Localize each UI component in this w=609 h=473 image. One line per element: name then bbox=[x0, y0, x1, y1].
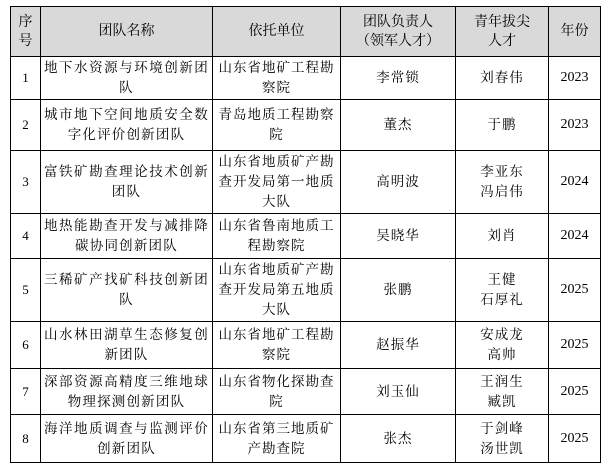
row-index: 5 bbox=[11, 259, 41, 322]
row-talent: 刘春伟 bbox=[480, 70, 524, 86]
table-row bbox=[11, 259, 601, 322]
row-leader: 刘玉仙 bbox=[341, 369, 456, 415]
header-leader bbox=[341, 7, 456, 57]
row-team: 山水林田湖草生态修复创新团队 bbox=[41, 322, 213, 369]
row-talents bbox=[456, 369, 549, 415]
row-year: 2023 bbox=[549, 57, 601, 100]
row-talents bbox=[456, 259, 549, 322]
row-index: 1 bbox=[11, 57, 41, 100]
header-team: 团队名称 bbox=[41, 7, 213, 57]
header-talent-line2: 人才 bbox=[488, 32, 516, 49]
row-talent: 石厚礼 bbox=[480, 292, 524, 308]
row-year: 2025 bbox=[549, 322, 601, 369]
row-index: 2 bbox=[11, 100, 41, 151]
row-unit: 山东省地质矿产勘查开发局第五地质大队 bbox=[213, 259, 341, 322]
header-index bbox=[11, 7, 41, 57]
table-row bbox=[11, 322, 601, 369]
row-year: 2024 bbox=[549, 214, 601, 259]
row-unit: 山东省物化探勘查院 bbox=[213, 369, 341, 415]
row-leader: 吴晓华 bbox=[341, 214, 456, 259]
row-leader: 张杰 bbox=[341, 415, 456, 463]
row-talents bbox=[456, 322, 549, 369]
row-talent: 于剑峰 bbox=[480, 420, 524, 437]
row-leader: 赵振华 bbox=[341, 322, 456, 369]
row-leader: 张鹏 bbox=[341, 259, 456, 322]
row-unit: 青岛地质工程勘察院 bbox=[213, 100, 341, 151]
row-team: 城市地下空间地质安全数字化评价创新团队 bbox=[41, 100, 213, 151]
row-team: 三稀矿产找矿科技创新团队 bbox=[41, 259, 213, 322]
row-unit: 山东省地质矿产勘查开发局第一地质大队 bbox=[213, 151, 341, 214]
table-row bbox=[11, 57, 601, 100]
table-row bbox=[11, 214, 601, 259]
row-talent: 王润生 bbox=[480, 373, 524, 390]
row-talents bbox=[456, 151, 549, 214]
row-leader: 李常锁 bbox=[341, 57, 456, 100]
row-talent: 王健 bbox=[487, 272, 517, 288]
row-index: 6 bbox=[11, 322, 41, 369]
row-year: 2025 bbox=[549, 415, 601, 463]
row-index: 3 bbox=[11, 151, 41, 214]
row-talent: 于鹏 bbox=[487, 117, 517, 133]
row-team: 海洋地质调查与监测评价创新团队 bbox=[41, 415, 213, 463]
row-team: 深部资源高精度三维地球物理探测创新团队 bbox=[41, 369, 213, 415]
row-index: 8 bbox=[11, 415, 41, 463]
row-index: 4 bbox=[11, 214, 41, 259]
row-talent: 汤世凯 bbox=[480, 440, 524, 457]
table-row bbox=[11, 415, 601, 463]
row-leader: 高明波 bbox=[341, 151, 456, 214]
header-year: 年份 bbox=[549, 7, 601, 57]
row-team: 地下水资源与环境创新团队 bbox=[41, 57, 213, 100]
table-row bbox=[11, 369, 601, 415]
row-talents bbox=[456, 100, 549, 151]
row-talents bbox=[456, 214, 549, 259]
row-talents bbox=[456, 57, 549, 100]
row-year: 2024 bbox=[549, 151, 601, 214]
table-body bbox=[11, 57, 601, 463]
row-talent: 刘肖 bbox=[487, 228, 517, 244]
innovation-team-table bbox=[10, 6, 601, 463]
row-unit: 山东省地矿工程勘察院 bbox=[213, 322, 341, 369]
header-talent-line1: 青年拔尖 bbox=[474, 13, 530, 30]
table-row bbox=[11, 151, 601, 214]
row-unit: 山东省第三地质矿产勘查院 bbox=[213, 415, 341, 463]
row-talent: 李亚东 bbox=[480, 164, 524, 180]
header-row bbox=[11, 7, 601, 57]
row-talent: 高帅 bbox=[487, 347, 517, 363]
row-talents bbox=[456, 415, 549, 463]
row-unit: 山东省地矿工程勘察院 bbox=[213, 57, 341, 100]
header-talent bbox=[456, 7, 549, 57]
row-unit: 山东省鲁南地质工程勘察院 bbox=[213, 214, 341, 259]
row-year: 2025 bbox=[549, 259, 601, 322]
row-year: 2023 bbox=[549, 100, 601, 151]
row-talent: 安成龙 bbox=[480, 327, 524, 343]
header-leader-line2: （领军人才） bbox=[356, 32, 440, 49]
table-row bbox=[11, 100, 601, 151]
row-talent: 臧凯 bbox=[487, 393, 517, 410]
row-talent: 冯启伟 bbox=[480, 184, 524, 200]
row-year: 2025 bbox=[549, 369, 601, 415]
row-leader: 董杰 bbox=[341, 100, 456, 151]
row-team: 富铁矿勘查理论技术创新团队 bbox=[41, 151, 213, 214]
header-leader-line1: 团队负责人 bbox=[363, 13, 433, 30]
header-index-line2: 号 bbox=[18, 32, 33, 49]
row-index: 7 bbox=[11, 369, 41, 415]
row-team: 地热能勘查开发与减排降碳协同创新团队 bbox=[41, 214, 213, 259]
header-index-line1: 序 bbox=[18, 13, 33, 30]
header-unit: 依托单位 bbox=[213, 7, 341, 57]
